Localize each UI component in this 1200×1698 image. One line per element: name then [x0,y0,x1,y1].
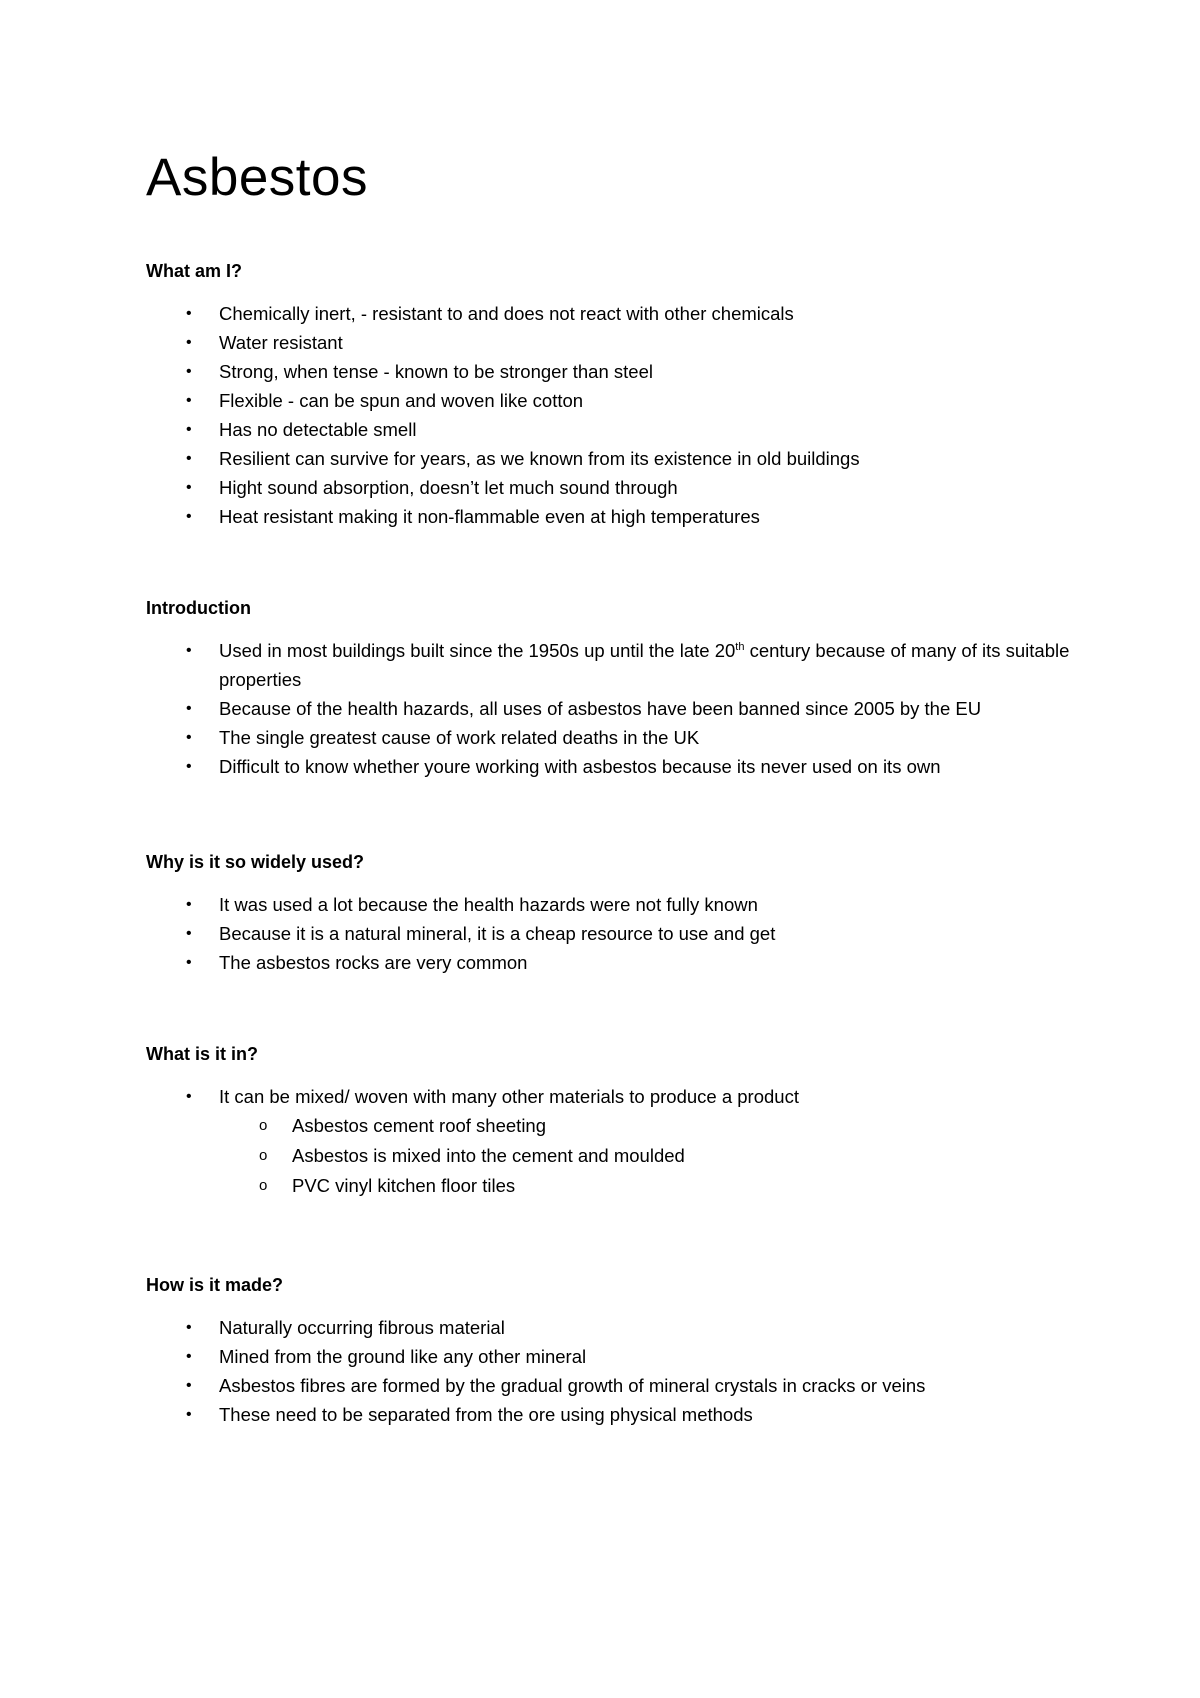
hollow-bullet-icon: o [259,1117,268,1134]
section-heading: How is it made? [146,1275,284,1295]
bullet-icon: • [186,479,192,496]
section-heading: Introduction [146,598,251,618]
bullet-list [146,636,1076,781]
list-item-text: It can be mixed/ woven with many other materials to produce a product [219,1086,799,1107]
list-item [146,473,1076,502]
bullet-icon: • [186,1406,192,1423]
list-item-text: The asbestos rocks are very common [219,952,528,973]
list-item [146,1400,1076,1429]
bullet-icon: • [186,758,192,775]
list-item-text: Mined from the ground like any other mineral [219,1346,587,1367]
section-heading: Why is it so widely used? [146,852,365,872]
list-item [146,444,1076,473]
section-how-is-it-made [146,1273,1076,1429]
list-item-text: Has no detectable smell [219,419,417,440]
bullet-icon: • [186,642,192,659]
section-heading: What am I? [146,261,243,281]
list-item [146,386,1076,415]
bullet-list [146,1313,1076,1429]
list-item-text: Asbestos fibres are formed by the gradual growth of mineral crystals in cracks or veins [219,1375,926,1396]
list-item [146,502,1076,531]
list-item-text-end: century because of many of its suitable properties [219,640,1070,690]
bullet-icon: • [186,1319,192,1336]
bullet-icon: • [186,508,192,525]
section-what-am-i [146,259,1076,531]
list-item-text: Naturally occurring fibrous material [219,1317,505,1338]
hollow-bullet-icon: o [259,1147,268,1164]
list-item-text: Flexible - can be spun and woven like cotton [219,390,584,411]
sub-list-item-text: PVC vinyl kitchen floor tiles [292,1175,516,1196]
bullet-icon: • [186,334,192,351]
list-item [146,948,1076,977]
list-item [146,694,1076,723]
bullet-icon: • [186,1377,192,1394]
list-item-text-start: Used in most buildings built since the 1950s up until the late 20 [219,640,736,661]
sub-list-item [219,1141,1076,1171]
list-item [146,890,1076,919]
list-item-text: Difficult to know whether youre working with asbestos because its never used on its own [219,756,941,777]
bullet-icon: • [186,896,192,913]
bullet-list [146,299,1076,531]
list-item-text [219,640,1069,690]
sub-list-item-text: Asbestos is mixed into the cement and moulded [292,1145,685,1166]
list-item-text: Chemically inert, - resistant to and does not react with other chemicals [219,303,794,324]
section-what-is-it-in [146,1042,1076,1201]
list-item-text: The single greatest cause of work related deaths in the UK [219,727,700,748]
bullet-icon: • [186,421,192,438]
bullet-icon: • [186,954,192,971]
bullet-icon: • [186,392,192,409]
sub-list-item [219,1111,1076,1141]
bullet-icon: • [186,925,192,942]
document-title: Asbestos [146,148,369,207]
list-item-text: It was used a lot because the health hazards were not fully known [219,894,758,915]
bullet-icon: • [186,450,192,467]
list-item-text: These need to be separated from the ore using physical methods [219,1404,753,1425]
bullet-icon: • [186,1088,192,1105]
section-introduction [146,596,1076,781]
ordinal-suffix: th [735,640,745,653]
sub-list-item [219,1171,1076,1201]
document-page [146,140,1076,1429]
list-item-text: Water resistant [219,332,343,353]
bullet-list [146,1082,1076,1201]
sub-bullet-list [219,1111,1076,1201]
list-item [146,328,1076,357]
sub-list-item-text: Asbestos cement roof sheeting [292,1115,547,1136]
section-why-widely-used [146,850,1076,977]
list-item [146,415,1076,444]
list-item [146,1371,1076,1400]
list-item [146,1342,1076,1371]
list-item [146,299,1076,328]
bullet-icon: • [186,1348,192,1365]
list-item [146,723,1076,752]
list-item [146,752,1076,781]
section-heading: What is it in? [146,1044,258,1064]
list-item-text: Strong, when tense - known to be stronger than steel [219,361,653,382]
bullet-icon: • [186,729,192,746]
bullet-icon: • [186,305,192,322]
bullet-icon: • [186,363,192,380]
list-item-text: Hight sound absorption, doesn’t let much sound through [219,477,678,498]
list-item [146,357,1076,386]
list-item [146,919,1076,948]
bullet-list [146,890,1076,977]
bullet-icon: • [186,700,192,717]
hollow-bullet-icon: o [259,1177,268,1194]
list-item-text: Because it is a natural mineral, it is a cheap resource to use and get [219,923,776,944]
list-item [146,1082,1076,1201]
list-item-text: Heat resistant making it non-flammable even at high temperatures [219,506,760,527]
list-item [146,1313,1076,1342]
list-item-text: Because of the health hazards, all uses of asbestos have been banned since 2005 by the EU [219,698,982,719]
list-item [146,636,1076,694]
list-item-text: Resilient can survive for years, as we known from its existence in old buildings [219,448,860,469]
